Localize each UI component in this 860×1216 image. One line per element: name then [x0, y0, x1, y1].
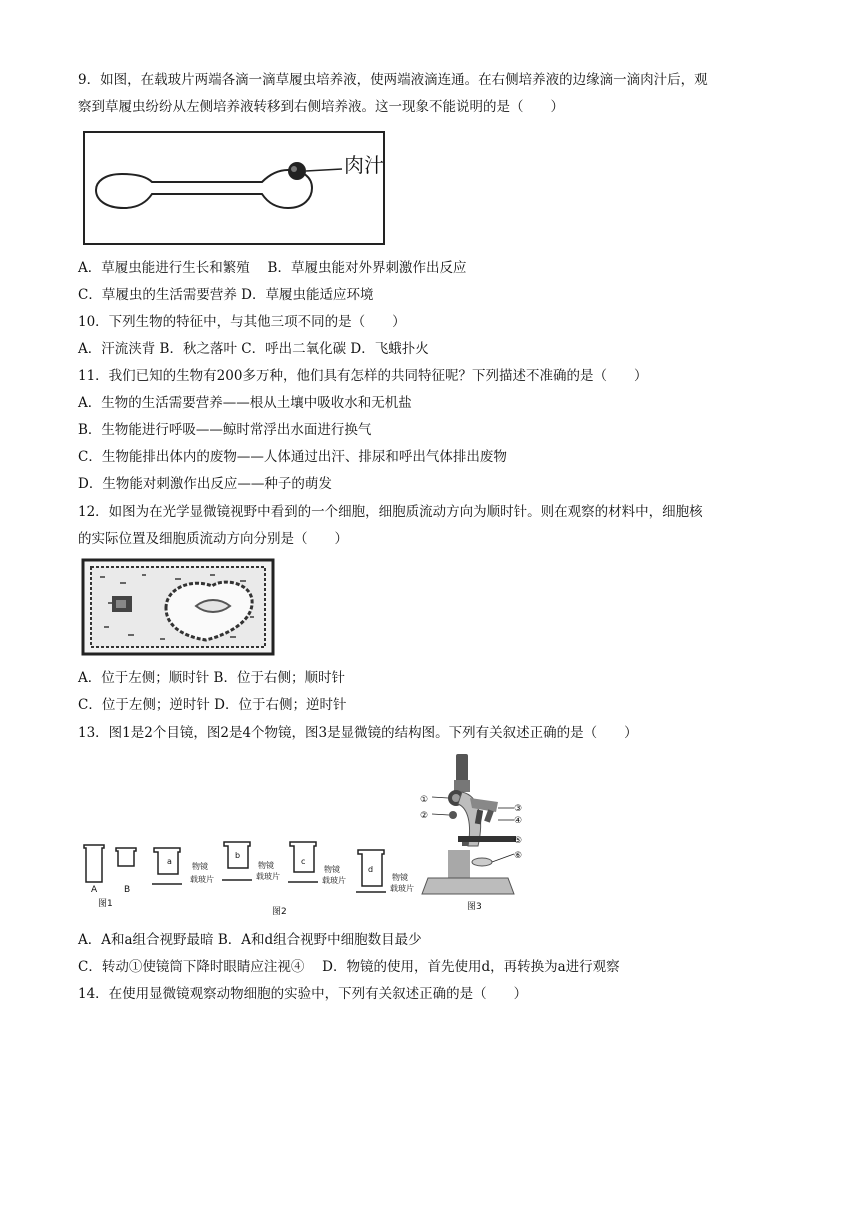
q13-options-line1: A．A和a组合视野最暗 B．A和d组合视野中细胞数目最少 — [78, 932, 422, 948]
q12-stem-line2: 的实际位置及细胞质流动方向分别是（ ） — [78, 531, 348, 547]
part-6-label: ⑥ — [514, 851, 523, 861]
q9-slide-figure — [82, 128, 402, 248]
objective-a-slide-label: 载玻片 — [190, 875, 214, 884]
q14-stem: 14．在使用显微镜观察动物细胞的实验中，下列有关叙述正确的是（ ） — [78, 986, 528, 1002]
q12-options-line2: C．位于左侧；逆时针 D．位于右侧；逆时针 — [78, 697, 347, 713]
objective-b-lens-label: 物镜 — [258, 861, 274, 870]
q10-options: A．汗流浃背 B．秋之落叶 C．呼出二氧化碳 D．飞蛾扑火 — [78, 341, 429, 357]
figure2-label: 图2 — [272, 907, 287, 917]
objective-b-slide-label: 载玻片 — [256, 872, 280, 881]
q9-options-line1: A．草履虫能进行生长和繁殖 B．草履虫能对外界刺激作出反应 — [78, 260, 467, 276]
q11-stem: 11．我们已知的生物有200多万种，他们具有怎样的共同特征呢？下列描述不准确的是（ ） — [78, 368, 648, 384]
q11-option-b: B．生物能进行呼吸——鲸时常浮出水面进行换气 — [78, 422, 372, 438]
eyepiece-a-label: A — [91, 885, 98, 895]
part-3-label: ③ — [514, 804, 523, 814]
q9-options-line2: C．草履虫的生活需要营养 D．草履虫能适应环境 — [78, 287, 374, 303]
q9-stem-line2: 察到草履虫纷纷从左侧培养液转移到右侧培养液。这一现象不能说明的是（ ） — [78, 99, 564, 115]
q13-options-line2: C．转动①使镜筒下降时眼睛应注视④ D．物镜的使用，首先使用d，再转换为a进行观察 — [78, 959, 620, 975]
q11-option-d: D．生物能对刺激作出反应——种子的萌发 — [78, 476, 332, 492]
meat-juice-label: 肉汁 — [344, 153, 384, 177]
part-4-label: ④ — [514, 816, 523, 826]
q11-option-a: A．生物的生活需要营养——根从土壤中吸收水和无机盐 — [78, 395, 412, 411]
q9-stem-line1: 9．如图，在载玻片两端各滴一滴草履虫培养液，使两端液滴连通。在右侧培养液的边缘滴一滴肉汁后，观 — [78, 72, 708, 88]
eyepiece-b-label: B — [124, 885, 131, 895]
objective-d-lens-label: 物镜 — [392, 873, 408, 882]
objective-d-letter: d — [368, 865, 374, 874]
objective-c-lens-label: 物镜 — [324, 865, 340, 874]
objective-a-lens-label: 物镜 — [192, 862, 208, 871]
q13-stem: 13．图1是2个目镜，图2是4个物镜，图3是显微镜的结构图。下列有关叙述正确的是（ ） — [78, 725, 638, 741]
part-1-label: ① — [420, 795, 429, 805]
q12-stem-line1: 12．如图为在光学显微镜视野中看到的一个细胞，细胞质流动方向为顺时针。则在观察的材料中，细胞核 — [78, 504, 703, 520]
part-2-label: ② — [420, 811, 429, 821]
q12-options-line1: A．位于左侧；顺时针 B．位于右侧；顺时针 — [78, 670, 345, 686]
q11-option-c: C．生物能排出体内的废物——人体通过出汗、排尿和呼出气体排出废物 — [78, 449, 507, 465]
objective-d-slide-label: 载玻片 — [390, 884, 414, 893]
figure3-label: 图3 — [467, 902, 482, 912]
objective-c-letter: c — [301, 857, 306, 866]
objective-c-slide-label: 载玻片 — [322, 876, 346, 885]
q12-cell-figure — [80, 556, 278, 660]
part-5-label: ⑤ — [514, 836, 523, 846]
q10-stem: 10．下列生物的特征中，与其他三项不同的是（ ） — [78, 314, 406, 330]
figure1-label: 图1 — [98, 899, 113, 909]
objective-a-letter: a — [167, 857, 172, 866]
objective-b-letter: b — [235, 851, 241, 860]
